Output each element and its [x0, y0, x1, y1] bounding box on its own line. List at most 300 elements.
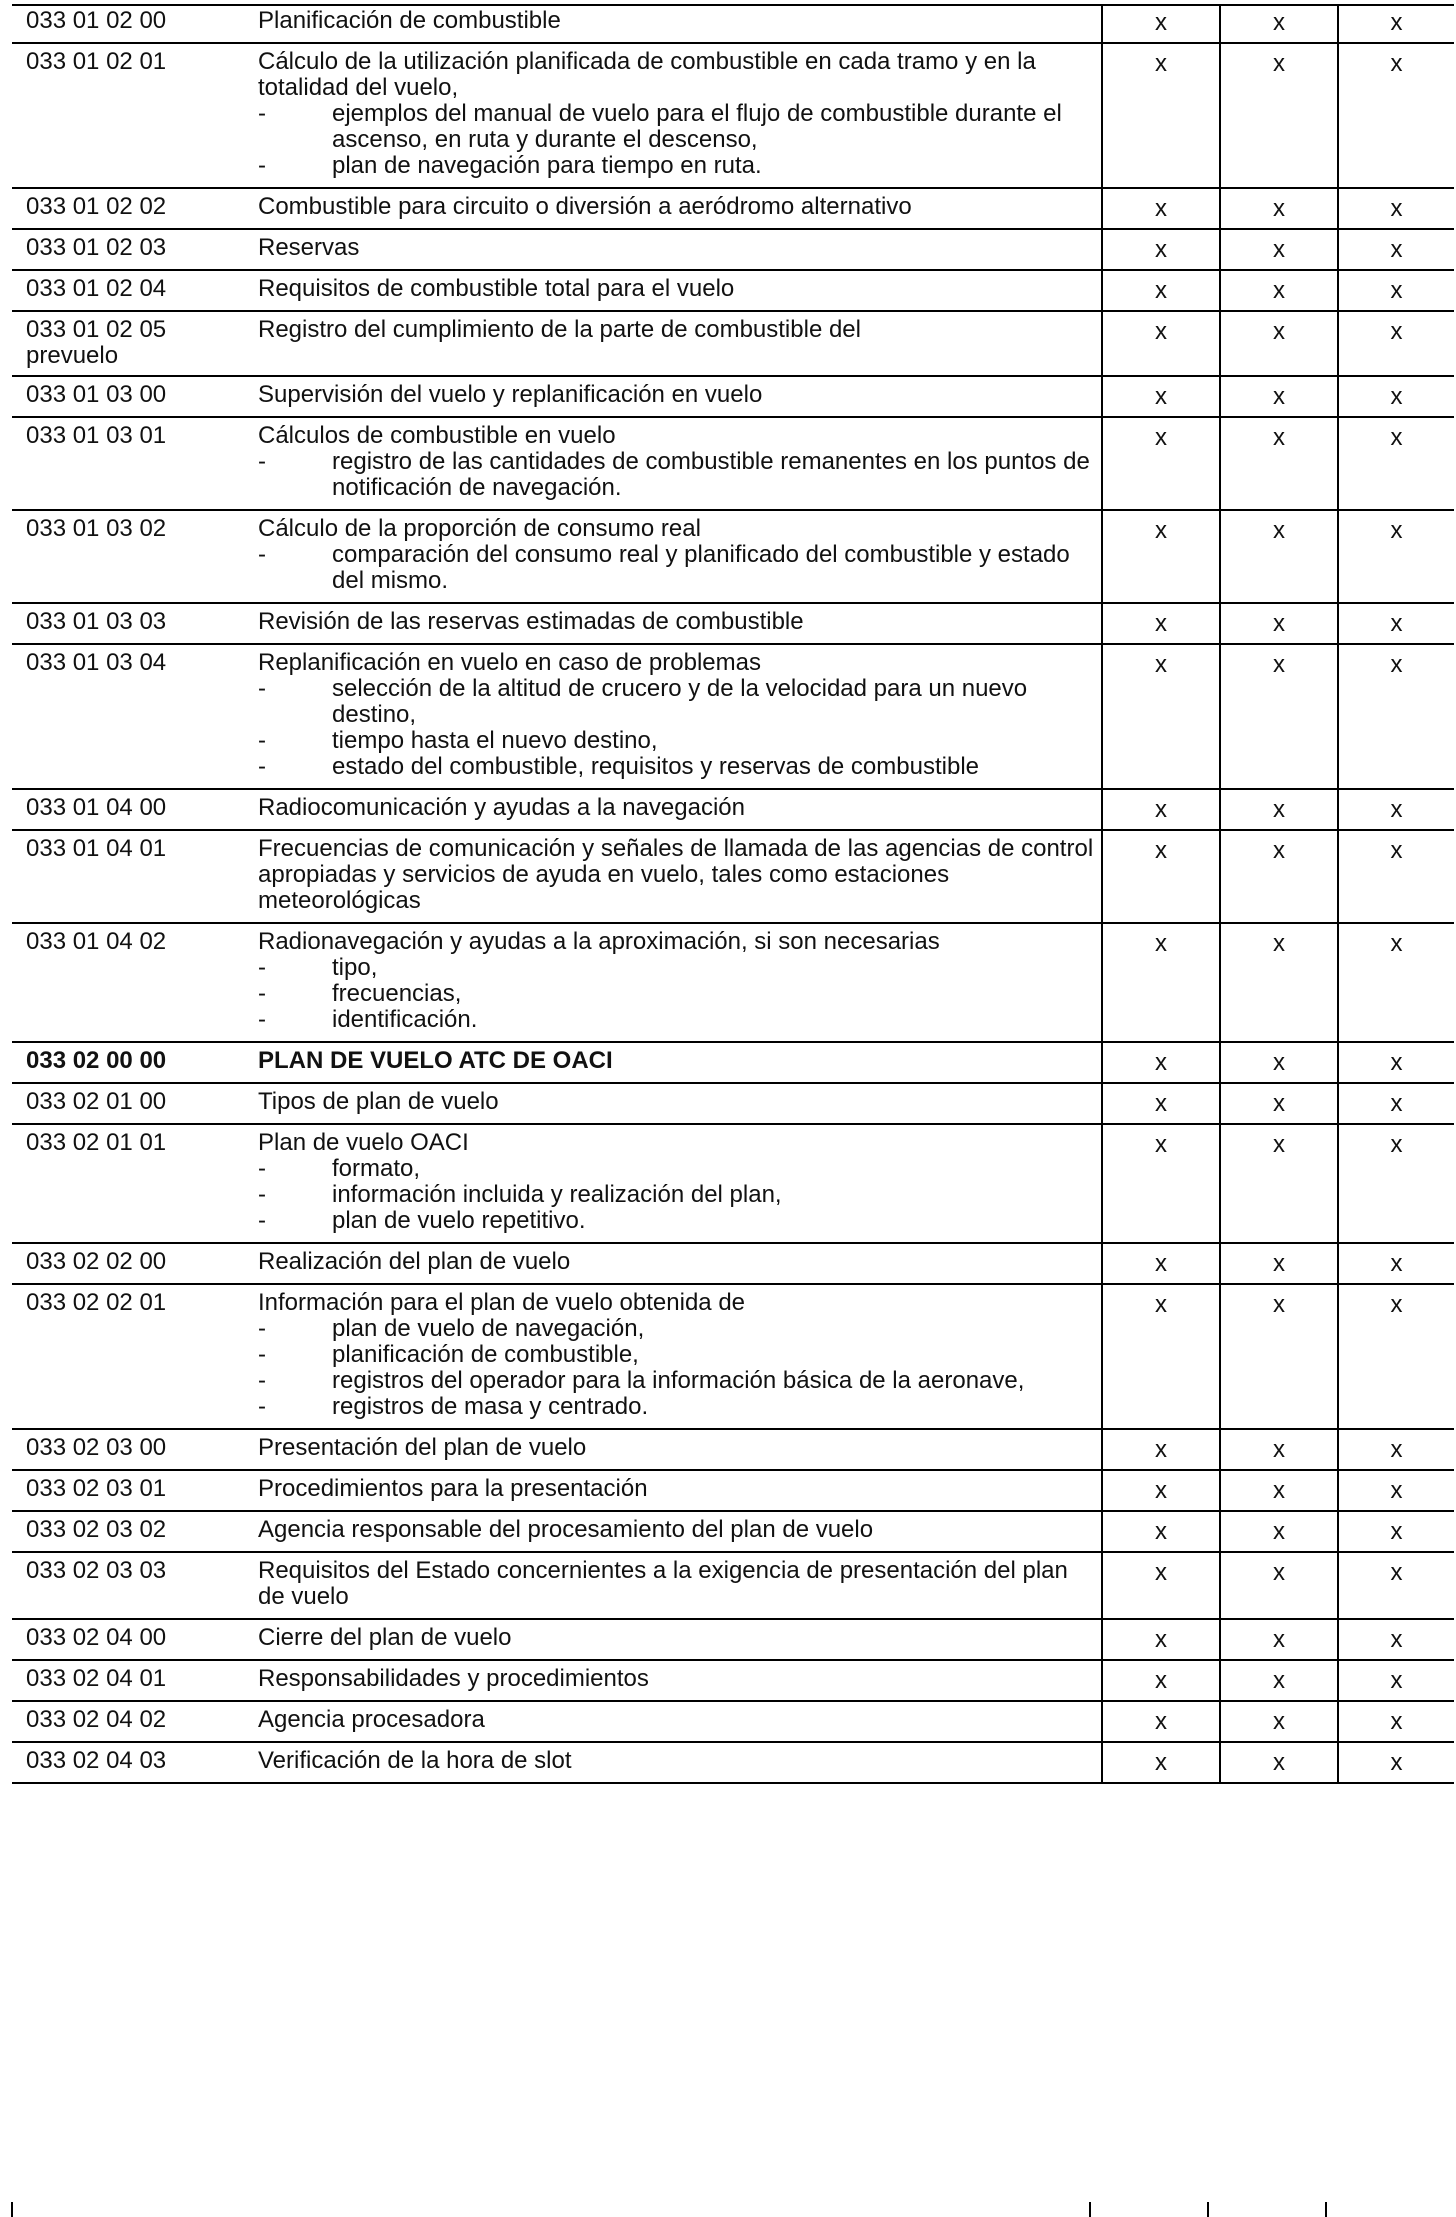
row-mark-3 — [1338, 603, 1454, 644]
table-row — [12, 789, 1454, 830]
row-mark-3 — [1338, 1742, 1454, 1783]
row-title: Requisitos de combustible total para el vuelo — [258, 275, 735, 302]
row-title: Tipos de plan de vuelo — [258, 1088, 499, 1115]
row-mark-2 — [1220, 923, 1338, 1042]
row-description — [252, 923, 1102, 1042]
row-code: 033 01 03 00 — [12, 376, 252, 417]
mark-x: x — [1390, 9, 1403, 36]
mark-x: x — [1273, 277, 1285, 304]
row-mark-2 — [1220, 1124, 1338, 1243]
row-mark-2 — [1220, 311, 1338, 343]
row-code: 033 02 03 02 — [12, 1511, 252, 1552]
row-mark-3 — [1338, 510, 1454, 603]
row-title: Registro del cumplimiento de la parte de combustible del — [258, 316, 861, 343]
mark-x: x — [1155, 1049, 1167, 1076]
row-description — [252, 1511, 1102, 1552]
row-code: 033 02 03 01 — [12, 1470, 252, 1511]
mark-x: x — [1390, 610, 1403, 637]
row-description — [252, 417, 1102, 510]
row-mark-1 — [1102, 270, 1220, 311]
row-subitem-text: información incluida y realización del plan, — [332, 1181, 782, 1208]
table-row — [12, 510, 1454, 603]
mark-x: x — [1390, 318, 1403, 345]
mark-x: x — [1273, 1518, 1285, 1545]
row-title: Combustible para circuito o diversión a aeródromo alternativo — [258, 193, 912, 220]
row-subitem-text: planificación de combustible, — [332, 1341, 639, 1368]
bullet-dash: - — [258, 152, 266, 179]
row-mark-1 — [1102, 1619, 1220, 1660]
mark-x: x — [1273, 236, 1285, 263]
row-title: Frecuencias de comunicación y señales de llamada de las agencias de control apropiadas y servicios de ayuda en vuelo, tales como estaciones meteorológicas — [258, 835, 1094, 914]
table-row — [12, 923, 1454, 1042]
bullet-dash: - — [258, 980, 266, 1007]
mark-x: x — [1155, 1749, 1167, 1776]
row-description — [252, 270, 1102, 311]
mark-x: x — [1155, 195, 1167, 222]
row-description — [252, 43, 1102, 188]
row-mark-1 — [1102, 1429, 1220, 1470]
mark-x: x — [1273, 50, 1285, 77]
mark-x: x — [1155, 1090, 1167, 1117]
row-mark-3 — [1338, 417, 1454, 510]
bullet-dash: - — [258, 1341, 266, 1368]
row-mark-2 — [1220, 1042, 1338, 1083]
row-mark-2 — [1220, 510, 1338, 603]
row-code: 033 02 01 00 — [12, 1083, 252, 1124]
row-subitem — [258, 754, 1101, 780]
table-row — [12, 43, 1454, 188]
row-mark-1 — [1102, 603, 1220, 644]
row-description — [252, 1552, 1102, 1619]
mark-x: x — [1155, 1708, 1167, 1735]
row-subitem — [258, 676, 1101, 728]
row-mark-3 — [1338, 644, 1454, 789]
row-mark-3 — [1338, 1552, 1454, 1619]
row-mark-3 — [1338, 1619, 1454, 1660]
mark-x: x — [1155, 318, 1167, 345]
row-mark-1 — [1102, 1660, 1220, 1701]
bullet-dash: - — [258, 541, 266, 568]
mark-x: x — [1273, 610, 1285, 637]
row-subitem-text: selección de la altitud de crucero y de la velocidad para un nuevo destino, — [332, 675, 1028, 728]
mark-x: x — [1390, 1250, 1403, 1277]
mark-x: x — [1273, 1090, 1285, 1117]
table-row — [12, 5, 1454, 43]
row-mark-1 — [1102, 417, 1220, 510]
row-title: Requisitos del Estado concernientes a la exigencia de presentación del plan de vuelo — [258, 1557, 1068, 1610]
bullet-dash: - — [258, 100, 266, 127]
row-code: 033 01 02 04 — [12, 270, 252, 311]
row-subitem — [258, 542, 1101, 594]
row-mark-1 — [1102, 644, 1220, 789]
row-code: 033 01 02 01 — [12, 43, 252, 188]
row-subitem-text: plan de vuelo repetitivo. — [332, 1207, 586, 1234]
row-subitem — [258, 1316, 1101, 1342]
row-mark-1 — [1102, 789, 1220, 830]
row-subitem-text: ejemplos del manual de vuelo para el flujo de combustible durante el ascenso, en ruta y durante el descenso, — [332, 100, 1062, 153]
row-mark-1 — [1102, 1083, 1220, 1124]
row-code: 033 01 02 00 — [12, 5, 252, 43]
row-mark-2 — [1220, 1701, 1338, 1742]
mark-x: x — [1155, 930, 1167, 957]
row-mark-2 — [1220, 1470, 1338, 1511]
mark-x: x — [1155, 1559, 1167, 1586]
row-mark-1 — [1102, 1042, 1220, 1083]
row-subitem-text: frecuencias, — [332, 980, 462, 1007]
bullet-dash: - — [258, 753, 266, 780]
row-subitem — [258, 1156, 1101, 1182]
row-title: Agencia procesadora — [258, 1706, 485, 1733]
table-row — [12, 311, 1454, 343]
bullet-dash: - — [258, 1155, 266, 1182]
row-description — [252, 1124, 1102, 1243]
mark-x: x — [1390, 1559, 1403, 1586]
mark-x: x — [1390, 930, 1403, 957]
mark-x: x — [1155, 1250, 1167, 1277]
bullet-dash: - — [258, 954, 266, 981]
table-row — [12, 1619, 1454, 1660]
row-mark-3 — [1338, 789, 1454, 830]
row-mark-1 — [1102, 1124, 1220, 1243]
mark-x: x — [1155, 1477, 1167, 1504]
row-title: Información para el plan de vuelo obtenida de — [258, 1289, 746, 1316]
mark-x: x — [1390, 424, 1403, 451]
row-mark-3 — [1338, 1042, 1454, 1083]
mark-x: x — [1155, 424, 1167, 451]
mark-x: x — [1390, 195, 1403, 222]
row-title: Cálculo de la utilización planificada de combustible en cada tramo y en la totalidad del vuelo, — [258, 48, 1036, 101]
row-mark-2 — [1220, 1284, 1338, 1429]
row-description — [252, 1742, 1102, 1783]
mark-x: x — [1390, 1131, 1403, 1158]
table-row — [12, 1660, 1454, 1701]
mark-x: x — [1390, 1708, 1403, 1735]
row-description — [252, 1284, 1102, 1429]
bullet-dash: - — [258, 1315, 266, 1342]
row-title: Cierre del plan de vuelo — [258, 1624, 512, 1651]
bullet-dash: - — [258, 727, 266, 754]
table-row — [12, 1742, 1454, 1783]
row-mark-2 — [1220, 1660, 1338, 1701]
row-subitem — [258, 101, 1101, 153]
row-description — [252, 311, 1102, 343]
row-mark-2 — [1220, 376, 1338, 417]
syllabus-table — [12, 4, 1454, 1784]
row-subitem — [258, 981, 1101, 1007]
row-code: 033 01 03 03 — [12, 603, 252, 644]
syllabus-rows — [12, 5, 1454, 1783]
mark-x: x — [1390, 383, 1403, 410]
row-mark-3 — [1338, 376, 1454, 417]
mark-x: x — [1273, 318, 1285, 345]
mark-x: x — [1273, 1291, 1285, 1318]
table-row — [12, 603, 1454, 644]
row-mark-2 — [1220, 603, 1338, 644]
bullet-dash: - — [258, 448, 266, 475]
row-title: Radiocomunicación y ayudas a la navegación — [258, 794, 745, 821]
row-code: 033 02 03 03 — [12, 1552, 252, 1619]
mark-x: x — [1155, 1436, 1167, 1463]
row-subitem — [258, 1007, 1101, 1033]
mark-x: x — [1155, 277, 1167, 304]
row-subitem — [258, 1208, 1101, 1234]
row-mark-2 — [1220, 229, 1338, 270]
table-row — [12, 644, 1454, 789]
table-row-continuation — [12, 343, 1454, 376]
row-mark-3 — [1338, 1701, 1454, 1742]
row-description — [252, 1429, 1102, 1470]
row-subitem — [258, 153, 1101, 179]
table-row — [12, 1243, 1454, 1284]
row-mark-empty — [1102, 343, 1220, 376]
mark-x: x — [1273, 1131, 1285, 1158]
table-row — [12, 1470, 1454, 1511]
table-row — [12, 417, 1454, 510]
row-description — [252, 644, 1102, 789]
row-mark-2 — [1220, 830, 1338, 923]
mark-x: x — [1155, 50, 1167, 77]
mark-x: x — [1390, 517, 1403, 544]
row-mark-1 — [1102, 1701, 1220, 1742]
row-mark-3 — [1338, 1429, 1454, 1470]
row-mark-1 — [1102, 229, 1220, 270]
mark-x: x — [1390, 837, 1403, 864]
row-description — [252, 1619, 1102, 1660]
row-title: Plan de vuelo OACI — [258, 1129, 469, 1156]
row-mark-3 — [1338, 188, 1454, 229]
table-row — [12, 1429, 1454, 1470]
row-mark-1 — [1102, 43, 1220, 188]
row-mark-2 — [1220, 1083, 1338, 1124]
row-mark-2 — [1220, 1619, 1338, 1660]
bullet-dash: - — [258, 675, 266, 702]
row-code: 033 01 02 05 — [12, 311, 252, 343]
row-title: Revisión de las reservas estimadas de combustible — [258, 608, 804, 635]
row-title: Procedimientos para la presentación — [258, 1475, 648, 1502]
row-subitem-text: registros del operador para la información básica de la aeronave, — [332, 1367, 1025, 1394]
row-title: Supervisión del vuelo y replanificación en vuelo — [258, 381, 763, 408]
mark-x: x — [1155, 1626, 1167, 1653]
table-row — [12, 830, 1454, 923]
mark-x: x — [1273, 1250, 1285, 1277]
mark-x: x — [1273, 1667, 1285, 1694]
mark-x: x — [1155, 383, 1167, 410]
row-description — [252, 510, 1102, 603]
row-subitem — [258, 728, 1101, 754]
row-description — [252, 1243, 1102, 1284]
row-mark-3 — [1338, 270, 1454, 311]
row-mark-1 — [1102, 510, 1220, 603]
row-mark-2 — [1220, 789, 1338, 830]
row-code: 033 02 02 01 — [12, 1284, 252, 1429]
mark-x: x — [1273, 1749, 1285, 1776]
row-mark-3 — [1338, 923, 1454, 1042]
row-mark-2 — [1220, 1429, 1338, 1470]
mark-x: x — [1390, 1090, 1403, 1117]
row-description — [252, 603, 1102, 644]
row-mark-1 — [1102, 311, 1220, 343]
mark-x: x — [1390, 1436, 1403, 1463]
row-mark-3 — [1338, 1124, 1454, 1243]
mark-x: x — [1273, 1436, 1285, 1463]
mark-x: x — [1390, 796, 1403, 823]
table-row — [12, 1511, 1454, 1552]
row-subitem — [258, 1368, 1101, 1394]
row-mark-1 — [1102, 1470, 1220, 1511]
row-mark-1 — [1102, 1284, 1220, 1429]
row-mark-3 — [1338, 1083, 1454, 1124]
row-mark-empty — [1220, 343, 1338, 376]
table-row — [12, 1083, 1454, 1124]
row-code: 033 01 04 02 — [12, 923, 252, 1042]
table-row — [12, 376, 1454, 417]
row-subitem-text: tiempo hasta el nuevo destino, — [332, 727, 658, 754]
row-continuation-text: prevuelo — [26, 342, 119, 369]
table-row — [12, 1124, 1454, 1243]
row-title: Presentación del plan de vuelo — [258, 1434, 587, 1461]
row-description — [252, 229, 1102, 270]
mark-x: x — [1273, 1049, 1285, 1076]
row-mark-3 — [1338, 5, 1454, 43]
mark-x: x — [1155, 796, 1167, 823]
row-mark-empty — [1338, 343, 1454, 376]
mark-x: x — [1155, 1518, 1167, 1545]
row-mark-1 — [1102, 830, 1220, 923]
row-title: Planificación de combustible — [258, 7, 561, 34]
mark-x: x — [1273, 651, 1285, 678]
row-subitem — [258, 1342, 1101, 1368]
mark-x: x — [1390, 277, 1403, 304]
table-row — [12, 188, 1454, 229]
mark-x: x — [1155, 610, 1167, 637]
row-subitem — [258, 955, 1101, 981]
mark-x: x — [1390, 50, 1403, 77]
row-title: Agencia responsable del procesamiento del plan de vuelo — [258, 1516, 874, 1543]
row-title: Verificación de la hora de slot — [258, 1747, 572, 1774]
row-mark-2 — [1220, 644, 1338, 789]
row-subitem-text: plan de vuelo de navegación, — [332, 1315, 645, 1342]
mark-x: x — [1273, 9, 1285, 36]
row-description — [252, 1701, 1102, 1742]
row-mark-1 — [1102, 188, 1220, 229]
mark-x: x — [1390, 1291, 1403, 1318]
row-subitem-text: registros de masa y centrado. — [332, 1393, 649, 1420]
mark-x: x — [1390, 1667, 1403, 1694]
row-description — [252, 188, 1102, 229]
row-mark-2 — [1220, 1552, 1338, 1619]
row-description — [252, 1042, 1102, 1083]
row-description — [252, 376, 1102, 417]
row-mark-1 — [1102, 923, 1220, 1042]
row-subitem — [258, 1182, 1101, 1208]
mark-x: x — [1273, 424, 1285, 451]
row-code: 033 01 02 02 — [12, 188, 252, 229]
mark-x: x — [1390, 1518, 1403, 1545]
row-subitem-text: identificación. — [332, 1006, 478, 1033]
row-mark-1 — [1102, 1511, 1220, 1552]
bullet-dash: - — [258, 1006, 266, 1033]
row-mark-3 — [1338, 311, 1454, 343]
table-row — [12, 270, 1454, 311]
row-title: Cálculos de combustible en vuelo — [258, 422, 616, 449]
mark-x: x — [1390, 651, 1403, 678]
row-title: PLAN DE VUELO ATC DE OACI — [258, 1047, 613, 1074]
row-mark-2 — [1220, 270, 1338, 311]
row-description — [252, 830, 1102, 923]
mark-x: x — [1155, 236, 1167, 263]
row-mark-3 — [1338, 1284, 1454, 1429]
row-subitem-text: tipo, — [332, 954, 378, 981]
mark-x: x — [1155, 651, 1167, 678]
row-code: 033 02 02 00 — [12, 1243, 252, 1284]
bullet-dash: - — [258, 1207, 266, 1234]
mark-x: x — [1273, 930, 1285, 957]
mark-x: x — [1273, 1477, 1285, 1504]
row-mark-3 — [1338, 1511, 1454, 1552]
table-row — [12, 1042, 1454, 1083]
mark-x: x — [1155, 837, 1167, 864]
mark-x: x — [1390, 236, 1403, 263]
row-code: 033 02 00 00 — [12, 1042, 252, 1083]
bullet-dash: - — [258, 1367, 266, 1394]
row-code: 033 01 03 02 — [12, 510, 252, 603]
mark-x: x — [1155, 1667, 1167, 1694]
row-code: 033 02 04 02 — [12, 1701, 252, 1742]
mark-x: x — [1155, 1291, 1167, 1318]
row-description — [252, 5, 1102, 43]
row-mark-2 — [1220, 188, 1338, 229]
row-mark-3 — [1338, 1243, 1454, 1284]
row-mark-2 — [1220, 1243, 1338, 1284]
mark-x: x — [1273, 837, 1285, 864]
row-title: Radionavegación y ayudas a la aproximación, si son necesarias — [258, 928, 940, 955]
mark-x: x — [1155, 517, 1167, 544]
row-subitem-text: registro de las cantidades de combustible remanentes en los puntos de notificación de navegación. — [332, 448, 1090, 501]
mark-x: x — [1390, 1626, 1403, 1653]
table-row — [12, 1552, 1454, 1619]
bullet-dash: - — [258, 1393, 266, 1420]
mark-x: x — [1273, 1559, 1285, 1586]
mark-x: x — [1273, 517, 1285, 544]
row-mark-1 — [1102, 376, 1220, 417]
row-description — [252, 1083, 1102, 1124]
row-subitem — [258, 1394, 1101, 1420]
row-mark-2 — [1220, 43, 1338, 188]
row-title: Replanificación en vuelo en caso de problemas — [258, 649, 761, 676]
row-code: 033 02 04 03 — [12, 1742, 252, 1783]
row-mark-1 — [1102, 1243, 1220, 1284]
row-subitem-text: formato, — [332, 1155, 421, 1182]
row-mark-2 — [1220, 1511, 1338, 1552]
row-title: Responsabilidades y procedimientos — [258, 1665, 649, 1692]
row-description — [252, 789, 1102, 830]
row-subitem-text: estado del combustible, requisitos y reservas de combustible — [332, 753, 979, 780]
row-code: 033 02 03 00 — [12, 1429, 252, 1470]
row-mark-1 — [1102, 1742, 1220, 1783]
row-mark-1 — [1102, 5, 1220, 43]
row-title: Realización del plan de vuelo — [258, 1248, 571, 1275]
row-subitem-text: comparación del consumo real y planificado del combustible y estado del mismo. — [332, 541, 1070, 594]
mark-x: x — [1273, 796, 1285, 823]
table-row — [12, 229, 1454, 270]
row-code: 033 02 04 01 — [12, 1660, 252, 1701]
mark-x: x — [1273, 1708, 1285, 1735]
row-mark-2 — [1220, 1742, 1338, 1783]
row-mark-2 — [1220, 5, 1338, 43]
row-code: 033 01 04 01 — [12, 830, 252, 923]
mark-x: x — [1390, 1049, 1403, 1076]
row-code: 033 02 01 01 — [12, 1124, 252, 1243]
